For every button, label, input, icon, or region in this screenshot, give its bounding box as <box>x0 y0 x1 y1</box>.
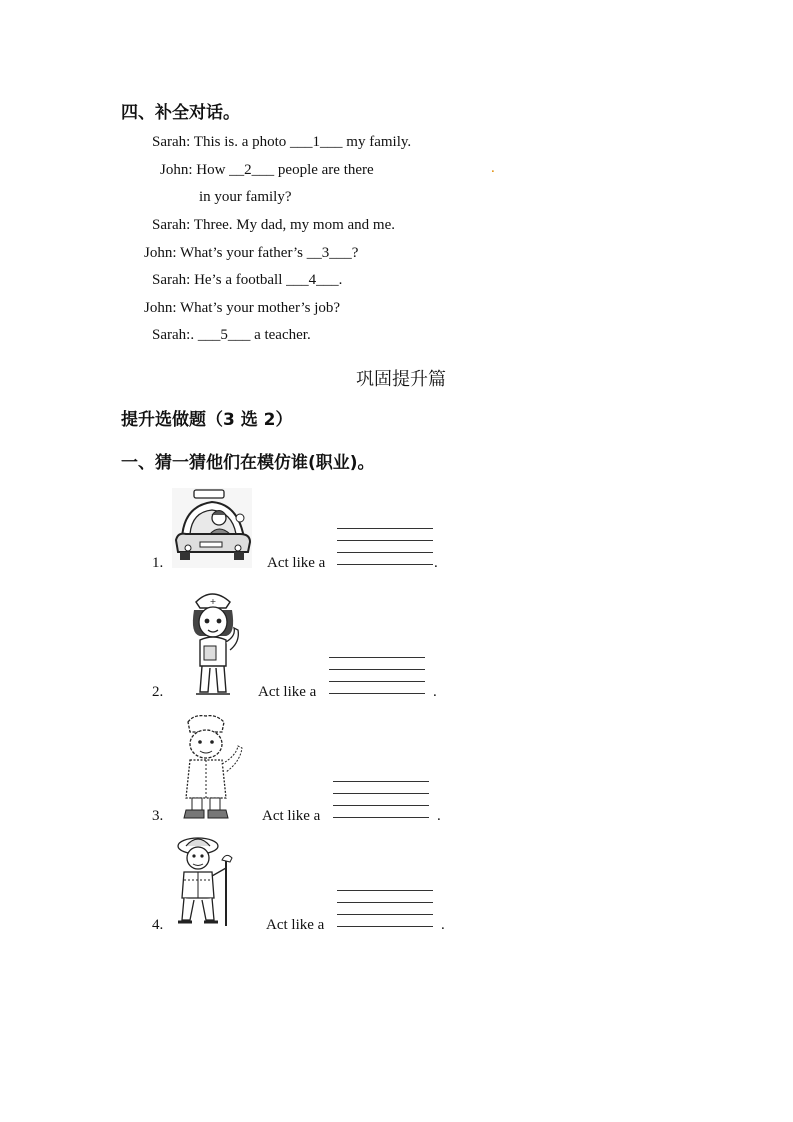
item-prompt: Act like a <box>267 555 326 571</box>
item-prompt: Act like a <box>266 917 325 933</box>
item-number: 2. <box>152 684 164 700</box>
dialogue-line-7: John: What’s your mother’s job? <box>144 300 341 316</box>
dialogue-line-5: John: What’s your father’s __3___? <box>144 245 359 261</box>
answer-blank[interactable] <box>337 890 433 938</box>
item-number: 4. <box>152 917 164 933</box>
item-end: . <box>437 808 441 824</box>
answer-blank[interactable] <box>333 781 429 829</box>
dialogue-line-6: Sarah: He’s a football ___4___. <box>152 272 343 288</box>
dialogue-line-8: Sarah:. ___5___ a teacher. <box>152 327 311 343</box>
item-end: . <box>433 684 437 700</box>
item-end: . <box>434 555 438 571</box>
cook-picture <box>180 714 244 822</box>
section-title: 巩固提升篇 <box>356 369 446 390</box>
section-heading: 四、补全对话。 <box>121 103 240 123</box>
item-number: 1. <box>152 555 164 571</box>
item-prompt: Act like a <box>262 808 321 824</box>
dialogue-line-2: John: How __2___ people are there <box>160 162 374 178</box>
stray-mark: . <box>491 160 495 176</box>
dialogue-line-3: in your family? <box>199 189 292 205</box>
dialogue-line-1: Sarah: This is. a photo ___1___ my family. <box>152 134 412 150</box>
svg-text:+: + <box>209 597 217 606</box>
farmer-picture <box>172 834 238 930</box>
task-heading: 一、猜一猜他们在模仿谁(职业)。 <box>121 453 375 473</box>
taxi-driver-picture <box>172 488 252 568</box>
nurse-picture <box>186 588 242 700</box>
dialogue-line-4: Sarah: Three. My dad, my mom and me. <box>152 217 396 233</box>
item-prompt: Act like a <box>258 684 317 700</box>
subtitle: 提升选做题（3 选 2） <box>121 410 293 430</box>
answer-blank[interactable] <box>329 657 425 705</box>
answer-blank[interactable] <box>337 528 433 576</box>
item-number: 3. <box>152 808 164 824</box>
item-end: . <box>441 917 445 933</box>
